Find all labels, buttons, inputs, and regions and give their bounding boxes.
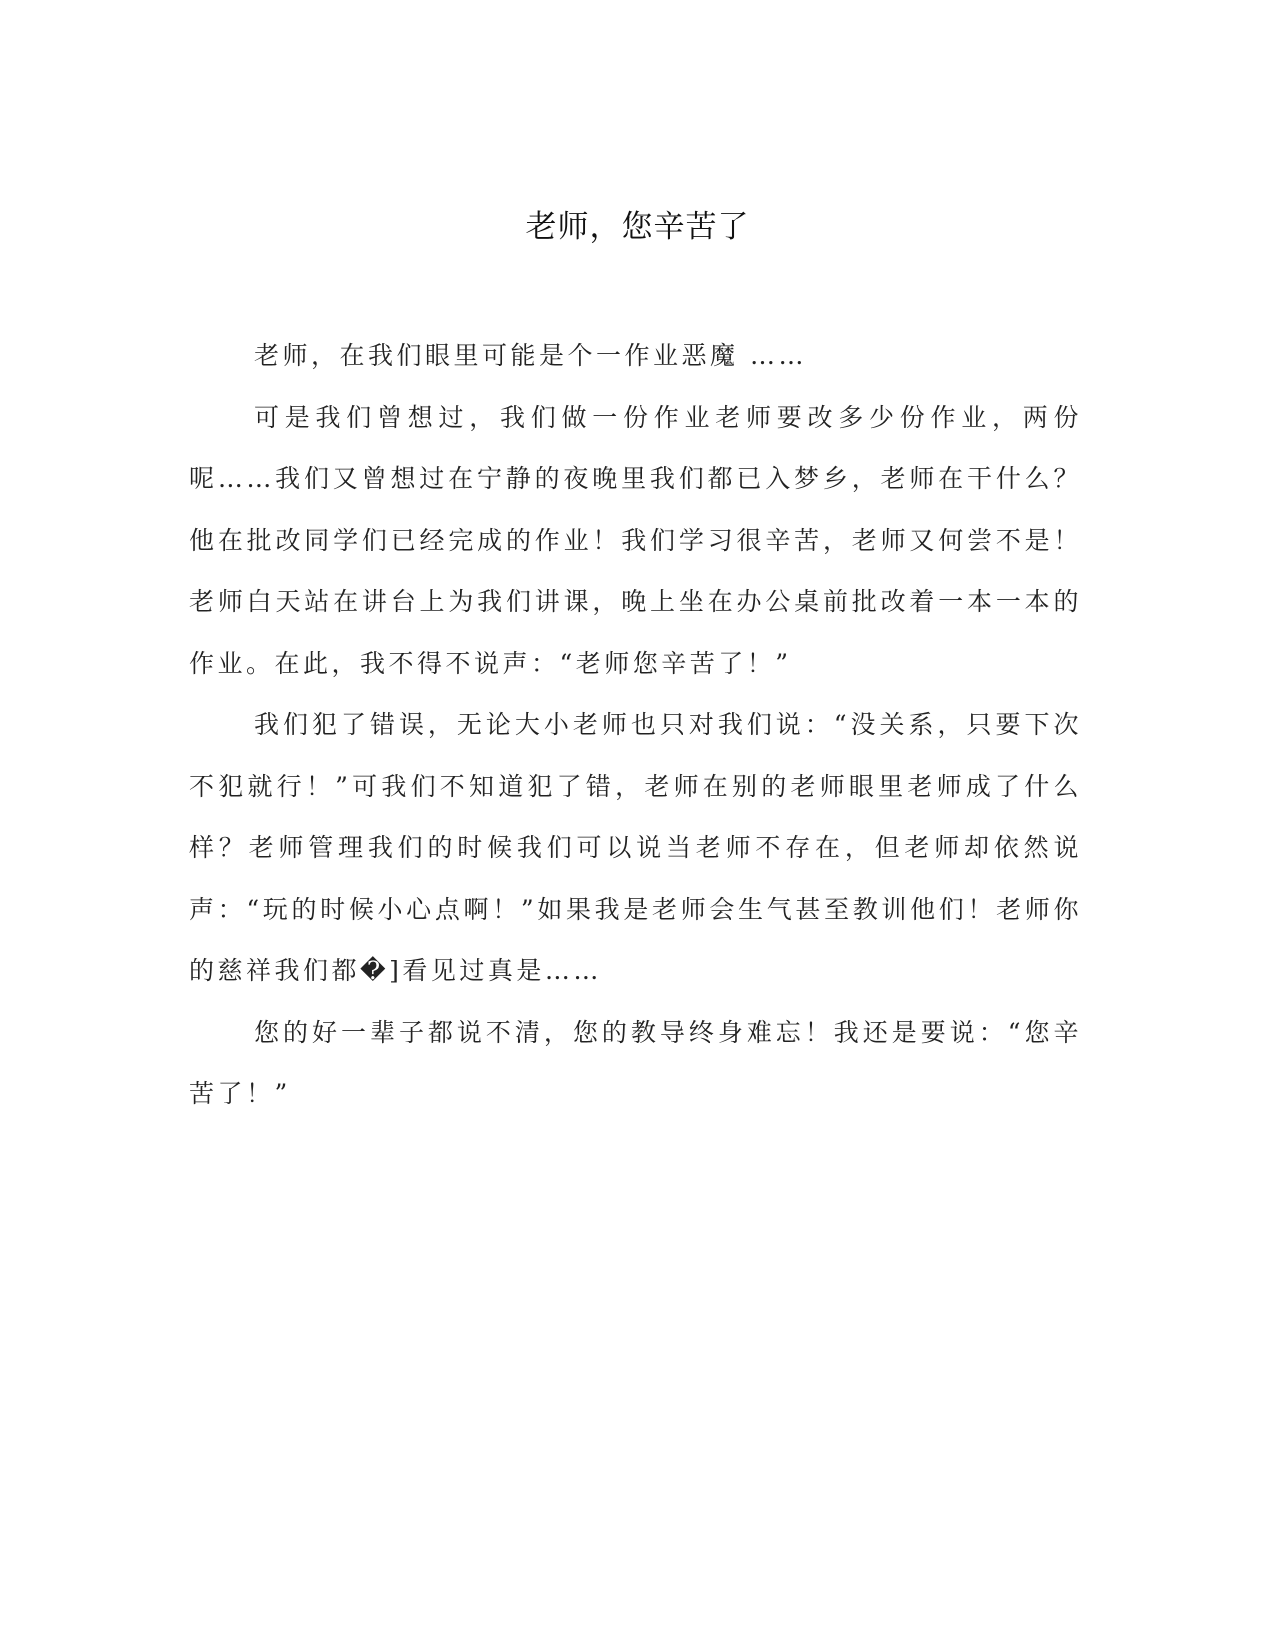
paragraph: 老师，在我们眼里可能是个一作业恶魔 …… <box>254 341 807 370</box>
document-title: 老师，您辛苦了 <box>525 209 750 245</box>
paragraph: 可是我们曾想过，我们做一份作业老师要改多少份作业，两份呢……我们又曾想过在宁静的夜晚里我们都已入梦乡，老师在干什么？他在批改同学们已经完成的作业！我们学习很辛苦，老师又何尝不是！老师白天站在讲台上为我们讲课，晚上坐在办公桌前批改着一本一本的作业。在此，我不得不说声：“老师您辛苦了！” <box>189 402 1082 678</box>
paragraph: 您的好一辈子都说不清，您的教导终身难忘！我还是要说：“您辛苦了！” <box>189 1017 1082 1108</box>
paragraph: 我们犯了错误，无论大小老师也只对我们说：“没关系，只要下次不犯就行！”可我们不知道犯了错，老师在别的老师眼里老师成了什么样？老师管理我们的时候我们可以说当老师不存在，但老师却依然说声：“玩的时候小心点啊！”如果我是老师会生气甚至教训他们！老师你的慈祥我们都�]看见过真是…… <box>189 710 1082 985</box>
document-body <box>189 325 1082 1125</box>
